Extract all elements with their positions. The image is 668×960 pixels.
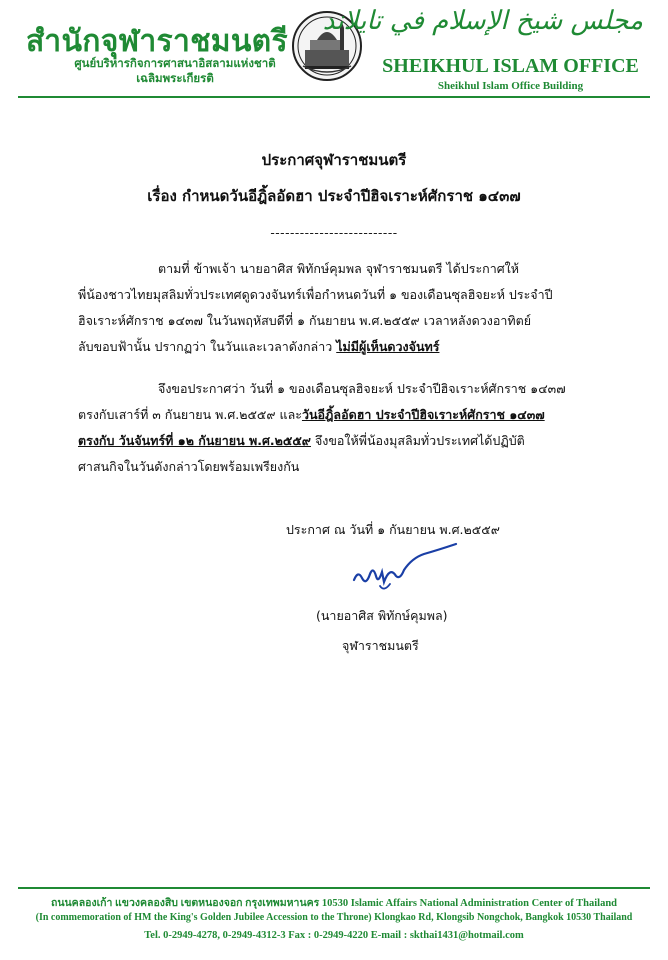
para2-line-2 bbox=[78, 402, 608, 428]
para2-line-3 bbox=[78, 428, 608, 454]
handwritten-signature bbox=[340, 540, 470, 600]
announcement-date: ประกาศ ณ วันที่ ๑ กันยายน พ.ศ.๒๕๕๙ bbox=[286, 522, 500, 537]
thai-org-name: สำนักจุฬาราชมนตรี bbox=[26, 24, 288, 59]
footer-commemoration-line: (In commemoration of HM the King's Golden Jubilee Accession to the Throne) Klongkao Rd, Klongsib Nongchok, Bangkok 10530 Thailand bbox=[35, 912, 633, 923]
thai-subtitle-line-2: เฉลิมพระเกียรติ bbox=[136, 71, 214, 85]
signer-name: (นายอาศิส พิทักษ์คุมพล) bbox=[316, 608, 448, 623]
para1-line-3: ฮิจเราะห์ศักราช ๑๔๓๗ ในวันพฤหัสบดีที่ ๑ กันยายน พ.ศ.๒๕๕๙ เวลาหลังดวงอาทิตย์ bbox=[78, 313, 532, 328]
paragraph-2 bbox=[78, 376, 608, 480]
para2-line-1: จึงขอประกาศว่า วันที่ ๑ ของเดือนซุลฮิจยะห์ ประจำปีฮิจเราะห์ศักราช ๑๔๓๗ bbox=[158, 381, 566, 396]
arabic-calligraphy-name: مجلس شيخ الإسلام في تايلاند bbox=[322, 6, 643, 36]
para1-line-2: พี่น้องชาวไทยมุสลิมทั่วประเทศดูดวงจันทร์เพื่อกำหนดวันที่ ๑ ของเดือนซุลฮิจยะห์ ประจำปี bbox=[78, 287, 553, 302]
letterhead bbox=[0, 0, 668, 100]
footer-divider bbox=[18, 887, 650, 889]
english-org-subtitle: Sheikhul Islam Office Building bbox=[437, 80, 584, 92]
footer-contact-line: Tel. 0-2949-4278, 0-2949-4312-3 Fax : 0-2949-4220 E-mail : skthai1431@hotmail.com bbox=[144, 930, 524, 941]
announcement-subject: เรื่อง กำหนดวันอีฎิ้ลอัดฮา ประจำปีฮิจเราะห์ศักราช ๑๔๓๗ bbox=[147, 187, 521, 205]
signer-title: จุฬาราชมนตรี bbox=[342, 638, 419, 653]
footer-address-line: ถนนคลองเก้า แขวงคลองสิบ เขตหนองจอก กรุงเทพมหานคร 10530 Islamic Affairs National Administration Center of Thailand bbox=[50, 898, 618, 909]
paragraph-1 bbox=[78, 256, 608, 360]
thai-org-subtitle bbox=[60, 56, 290, 86]
para2-line-2-text: ตรงกับเสาร์ที่ ๓ กันยายน พ.ศ.๒๕๕๙ และ bbox=[78, 407, 302, 422]
para2-line-4: ศาสนกิจในวันดังกล่าวโดยพร้อมเพรียงกัน bbox=[78, 459, 300, 474]
english-org-name: SHEIKHUL ISLAM OFFICE bbox=[382, 55, 639, 77]
para1-line-1: ตามที่ ข้าพเจ้า นายอาศิส พิทักษ์คุมพล จุฬาราชมนตรี ได้ประกาศให้ bbox=[158, 261, 520, 276]
eid-date-emphasis: ตรงกับ วันจันทร์ที่ ๑๒ กันยายน พ.ศ.๒๕๕๙ bbox=[78, 433, 311, 448]
header-divider bbox=[18, 96, 650, 98]
thai-subtitle-line-1: ศูนย์บริหารกิจการศาสนาอิสลามแห่งชาติ bbox=[74, 56, 276, 70]
no-moon-sighted-emphasis: ไม่มีผู้เห็นดวงจันทร์ bbox=[336, 339, 440, 354]
para1-line-4-text: ลับขอบฟ้านั้น ปรากฏว่า ในวันและเวลาดังกล่าว bbox=[78, 339, 337, 354]
para2-line-3-text: จึงขอให้พี่น้องมุสลิมทั่วประเทศได้ปฏิบัติ bbox=[310, 433, 525, 448]
para1-line-4 bbox=[78, 334, 608, 360]
eid-al-adha-emphasis: วันอีฎิ้ลอัดฮา ประจำปีฮิจเราะห์ศักราช ๑๔๓๗ bbox=[301, 407, 545, 422]
announcement-title: ประกาศจุฬาราชมนตรี bbox=[261, 151, 407, 169]
title-separator: -------------------------- bbox=[270, 226, 398, 241]
